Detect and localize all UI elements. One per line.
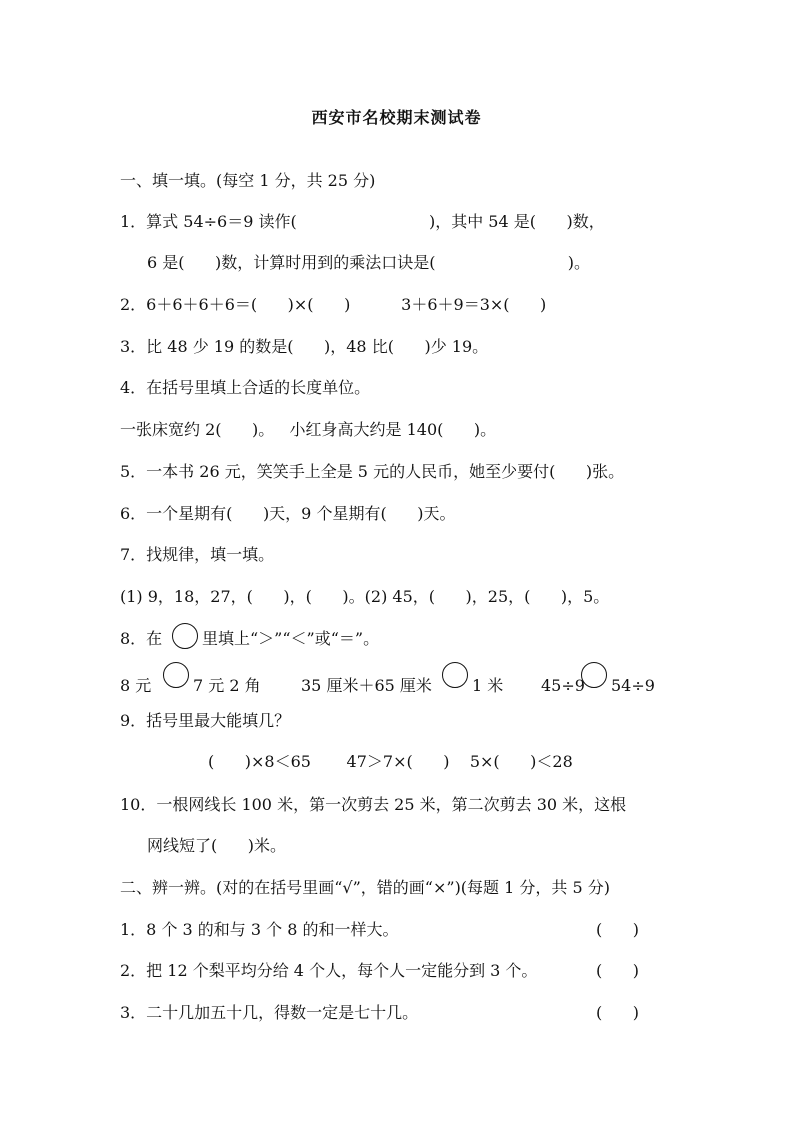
question-6: 6．一个星期有( )天，9 个星期有( )天。 — [120, 504, 456, 523]
compare-circle-a[interactable] — [163, 662, 189, 688]
question-8b-right: 1 米 — [472, 676, 504, 695]
question-4: 4．在括号里填上合适的长度单位。 — [120, 378, 371, 397]
question-8c-right: 54÷9 — [611, 676, 655, 695]
question-9-sub: ( )×8＜65 47＞7×( ) 5×( )＜28 — [208, 752, 573, 771]
page-title: 西安市名校期末测试卷 — [311, 108, 482, 127]
compare-circle-b[interactable] — [442, 662, 468, 688]
section-1-heading: 一、填一填。(每空 1 分，共 25 分) — [120, 171, 376, 190]
question-10-line-1: 10．一根网线长 100 米，第一次剪去 25 米，第二次剪去 30 米，这根 — [120, 795, 627, 814]
compare-circle-c[interactable] — [581, 662, 607, 688]
question-5: 5．一本书 26 元，笑笑手上全是 5 元的人民币，她至少要付( )张。 — [120, 462, 625, 481]
question-7: 7．找规律，填一填。 — [120, 545, 275, 564]
question-4-sub: 一张床宽约 2( )。 小红身高大约是 140( )。 — [120, 420, 497, 439]
judge-answer-bracket-1[interactable]: ( ) — [596, 920, 639, 939]
judge-answer-bracket-3[interactable]: ( ) — [596, 1003, 639, 1022]
question-1-line-1: 1．算式 54÷6＝9 读作( )，其中 54 是( )数， — [120, 212, 605, 231]
question-8-prefix: 8．在 — [120, 629, 163, 648]
judge-item-3: 3．二十几加五十几，得数一定是七十几。 — [120, 1003, 419, 1022]
question-2: 2．6＋6＋6＋6＝( )×( ) 3＋6＋9＝3×( ) — [120, 295, 547, 314]
question-10-line-2: 网线短了( )米。 — [147, 836, 287, 855]
question-7-sub: (1) 9，18，27，( )，( )。(2) 45，( )，25，( )，5。 — [120, 587, 610, 606]
section-2-heading: 二、辨一辨。(对的在括号里画“√”，错的画“×”)(每题 1 分，共 5 分) — [120, 878, 610, 897]
judge-answer-bracket-2[interactable]: ( ) — [596, 961, 639, 980]
question-9: 9．括号里最大能填几？ — [120, 711, 291, 730]
question-3: 3．比 48 少 19 的数是( )，48 比( )少 19。 — [120, 337, 489, 356]
question-8c-left: 45÷9 — [541, 676, 585, 695]
compare-circle[interactable] — [172, 623, 198, 649]
question-8-suffix: 里填上“＞”“＜”或“＝”。 — [202, 629, 380, 648]
question-1-line-2: 6 是( )数，计算时用到的乘法口诀是( )。 — [147, 253, 590, 272]
judge-item-1: 1．8 个 3 的和与 3 个 8 的和一样大。 — [120, 920, 399, 939]
question-8b-left: 35 厘米＋65 厘米 — [301, 676, 432, 695]
judge-item-2: 2．把 12 个梨平均分给 4 个人，每个人一定能分到 3 个。 — [120, 961, 538, 980]
question-8a-left: 8 元 — [120, 676, 152, 695]
question-8a-right: 7 元 2 角 — [193, 676, 261, 695]
